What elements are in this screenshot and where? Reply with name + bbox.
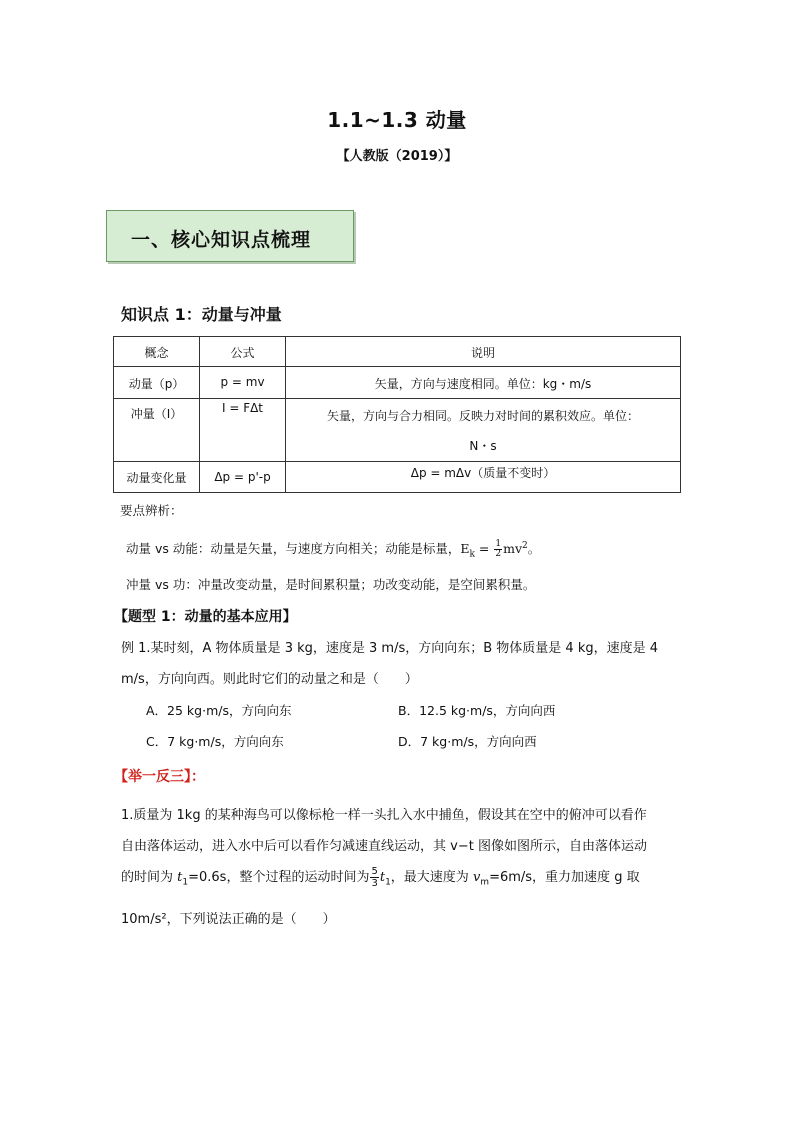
description-text: 矢量，方向与合力相同。反映力对时间的累积效应。单位： (326, 409, 639, 423)
text-fragment: =6m/s，重力加速度 g 取 (489, 870, 640, 885)
fraction-numerator: 5 (371, 866, 378, 877)
concept-table (113, 336, 681, 493)
text-fragment: 的时间为 (121, 870, 178, 885)
table-row (114, 367, 681, 399)
example-line-2: m/s，方向向西。则此时它们的动量之和是（ ） (121, 672, 418, 687)
section-banner (106, 210, 354, 262)
practice-heading: 【举一反三】： (114, 769, 205, 785)
variable-v: v (472, 870, 481, 885)
fraction (370, 866, 378, 889)
table-row (114, 462, 681, 493)
analysis-line-2: 冲量 vs 功：冲量改变动量，是时间累积量；功改变动能，是空间累积量。 (126, 577, 536, 592)
practice-line-3 (121, 866, 640, 889)
formula-text: I = FΔt (221, 401, 264, 415)
formula-text: Δp = p'-p (214, 470, 271, 484)
concept-text: 动量变化量 (126, 471, 187, 485)
fraction-numerator: 1 (495, 539, 502, 549)
variable-subscript: 1 (182, 877, 189, 888)
edition-label: 【人教版（2019）】 (336, 149, 458, 164)
table-cell (200, 462, 286, 493)
option-a[interactable]: A．25 kg·m/s，方向向东 (146, 703, 292, 718)
table-header-cell (286, 337, 681, 367)
option-b[interactable]: B．12.5 kg·m/s，方向向西 (398, 703, 556, 718)
variable-t: t (379, 870, 386, 885)
practice-line-1: 1.质量为 1kg 的某种海鸟可以像标枪一样一头扎入水中捕鱼，假设其在空中的俯冲可以看作 (121, 808, 647, 823)
practice-line-2: 自由落体运动，进入水中后可以看作匀减速直线运动，其 v−t 图像如图所示，自由落体运动 (121, 839, 647, 854)
table-cell (286, 367, 681, 399)
table-header-cell (114, 337, 200, 367)
fraction-denominator: 3 (371, 878, 378, 889)
concept-text: 动量（p） (128, 377, 185, 391)
description-unit: N・s (469, 439, 497, 453)
formula-symbol: E (460, 541, 470, 556)
analysis-line-1 (126, 539, 540, 560)
table-row (114, 399, 681, 462)
analysis-line-1-text: 动量 vs 动能：动量是矢量，与速度方向相关；动能是标量， (126, 541, 461, 556)
formula-term: mv (503, 541, 523, 556)
variable-subscript: 1 (385, 877, 391, 888)
header-concept: 概念 (144, 346, 169, 360)
analysis-heading: 要点辨析： (120, 503, 183, 518)
section-label: 一、核心知识点梳理 (131, 229, 312, 251)
example-line-1: 例 1.某时刻，A 物体质量是 3 kg，速度是 3 m/s，方向向东；B 物体质量是 4 kg，速度是 4 (121, 641, 658, 656)
description-text: Δp = mΔv（质量不变时） (410, 466, 556, 480)
kinetic-energy-formula: $E_k$ = $\frac{1}{2}$ $mv^2$ (460, 539, 528, 560)
formula-exponent: 2 (522, 540, 528, 551)
header-formula: 公式 (230, 346, 255, 360)
formula-subscript: k (469, 549, 475, 560)
variable-t: t (177, 870, 183, 885)
table-cell (200, 367, 286, 399)
option-c[interactable]: C．7 kg·m/s，方向向东 (146, 734, 284, 749)
formula-text: p = mv (220, 375, 265, 389)
table-cell (286, 462, 681, 493)
description-text: 矢量，方向与速度相同。单位：kg・m/s (374, 377, 592, 391)
knowledge-point-title: 知识点 1：动量与冲量 (121, 305, 282, 324)
table-cell (286, 399, 681, 462)
fraction-denominator: 2 (495, 549, 502, 559)
page-title: 1.1~1.3 动量 (327, 108, 467, 132)
option-d[interactable]: D．7 kg·m/s，方向向西 (398, 734, 537, 749)
problem-type-heading: 【题型 1：动量的基本应用】 (114, 609, 297, 625)
text-fragment: =0.6s，整个过程的运动时间为 (188, 870, 370, 885)
line-end: 。 (527, 541, 541, 556)
table-cell (114, 399, 200, 462)
fraction (494, 540, 502, 559)
table-cell (200, 399, 286, 462)
table-header-row (114, 337, 681, 367)
table-header-cell (200, 337, 286, 367)
text-fragment: ，最大速度为 (390, 870, 473, 885)
header-description: 说明 (470, 346, 495, 360)
variable-subscript: m (480, 877, 490, 888)
concept-text: 冲量（I） (130, 407, 183, 421)
practice-line-4: 10m/s²，下列说法正确的是（ ） (121, 912, 336, 927)
table-cell (114, 367, 200, 399)
table-cell (114, 462, 200, 493)
